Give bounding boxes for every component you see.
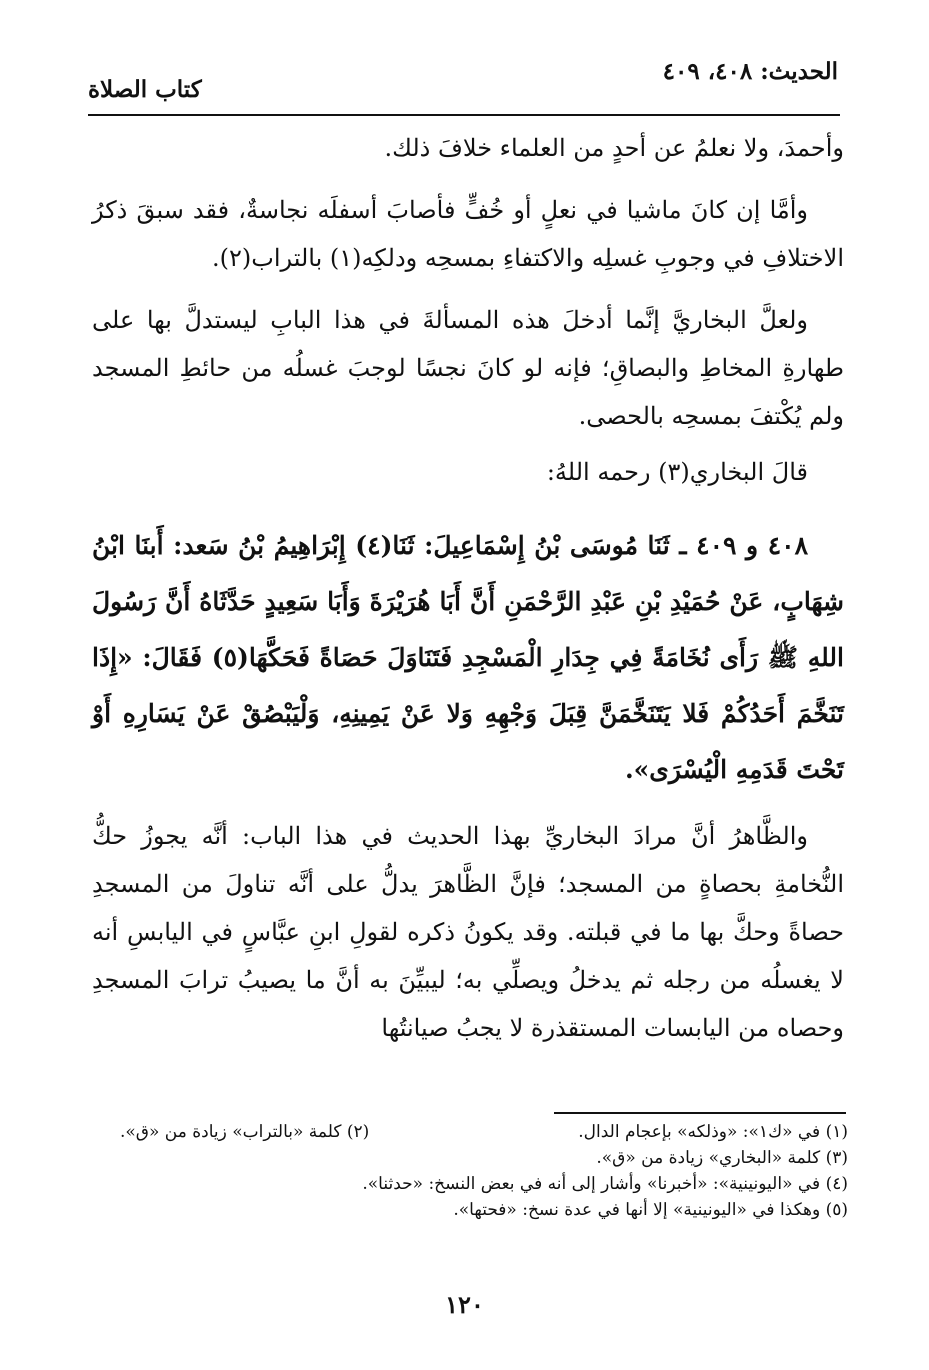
hadith-text: ٤٠٨ و ٤٠٩ ـ ثَنَا مُوسَى بْنُ إِسْمَاعِيلَ: ثَنَا(٤) إِبْرَاهِيمُ بْنُ سَعد: أَبنَا ابْنُ شِهَابٍ، عَنْ حُمَيْدِ بْنِ عَبْدِ الرَّحْمَنِ أَنَّ أَبَا هُرَيْرَةَ وَأَبَا سَعِيدٍ حَدَّثَاهُ أَنَّ رَسُولَ اللهِ ﷺ رَأَى نُخَامَةً فِي جِدَارِ الْمَسْجِدِ فَتَنَاوَلَ حَصَاةً فَحَكَّهَا(٥) فَقَالَ: «إِذَا تَنَخَّمَ أَحَدُكُمْ فَلا يَتَنَخَّمَنَّ قِبَلَ وَجْهِهِ وَلا عَنْ يَمِينِهِ، وَلْيَبْصُقْ عَنْ يَسَارِهِ أَوْ تَحْتَ قَدَمِهِ الْيُسْرَى». <box>92 531 844 784</box>
footnote-3: (٣) كلمة «البخاري» زيادة من «ق». <box>596 1148 848 1168</box>
footnote-divider <box>554 1112 846 1114</box>
footnote-1: (١) في «ك١»: «وذلكه» بإعجام الدال. <box>578 1122 848 1142</box>
book-title: كتاب الصلاة <box>88 76 202 103</box>
page-header <box>88 52 838 112</box>
footnotes <box>120 1119 848 1223</box>
hadith-reference: الحديث: ٤٠٨، ٤٠٩ <box>662 58 838 85</box>
header-divider <box>88 114 840 116</box>
paragraph-4: قالَ البخاري(٣) رحمه اللهُ: <box>546 458 808 486</box>
main-text <box>92 120 844 1052</box>
footnote-5: (٥) وهكذا في «اليونينية» إلا أنها في عدة نسخ: «فحتها». <box>453 1200 848 1220</box>
page-number: ١٢٠ <box>445 1290 484 1319</box>
paragraph-1: وأحمدَ، ولا نعلمُ عن أحدٍ من العلماء خلافَ ذلك. <box>384 134 844 162</box>
paragraph-3: ولعلَّ البخاريَّ إنَّما أدخلَ هذه المسألةَ في هذا البابِ ليستدلَّ بها على طهارةِ المخاطِ والبصاقِ؛ فإنه لو كانَ نجسًا لوجبَ غسلُه من حائطِ المسجد ولم يُكْتفَ بمسحِه بالحصى. <box>92 306 844 430</box>
footnote-4: (٤) في «اليونينية»: «أخبرنا» وأشار إلى أنه في بعض النسخ: «حدثنا». <box>362 1174 848 1194</box>
paragraph-2: وأمَّا إن كانَ ماشيا في نعلٍ أو خُفٍّ فأصابَ أسفلَه نجاسةٌ، فقد سبقَ ذكرُ الاختلافِ في وجوبِ غسلِه والاكتفاءِ بمسحِه ودلكِه(١) بالتراب(٢). <box>92 196 844 272</box>
footnote-2: (٢) كلمة «بالتراب» زيادة من «ق». <box>120 1122 370 1142</box>
paragraph-6: والظَّاهرُ أنَّ مرادَ البخاريِّ بهذا الحديث في هذا الباب: أنَّه يجوزُ حكُّ النُّخامةِ بحصاةٍ من المسجد؛ فإنَّ الظَّاهرَ يدلُّ على أنَّه تناولَ من المسجدِ حصاةً وحكَّ بها ما في قبلته. وقد يكونُ ذكره لقولِ ابنِ عبَّاسٍ في اليابسِ أنه لا يغسلُه من رجله ثم يدخلُ ويصلِّي به؛ ليبيِّنَ به أنَّ ما يصيبُ ترابَ المسجدِ وحصاه من اليابسات المستقذرة لا يجبُ صيانتُها <box>92 822 844 1042</box>
footnote-row <box>120 1119 848 1145</box>
